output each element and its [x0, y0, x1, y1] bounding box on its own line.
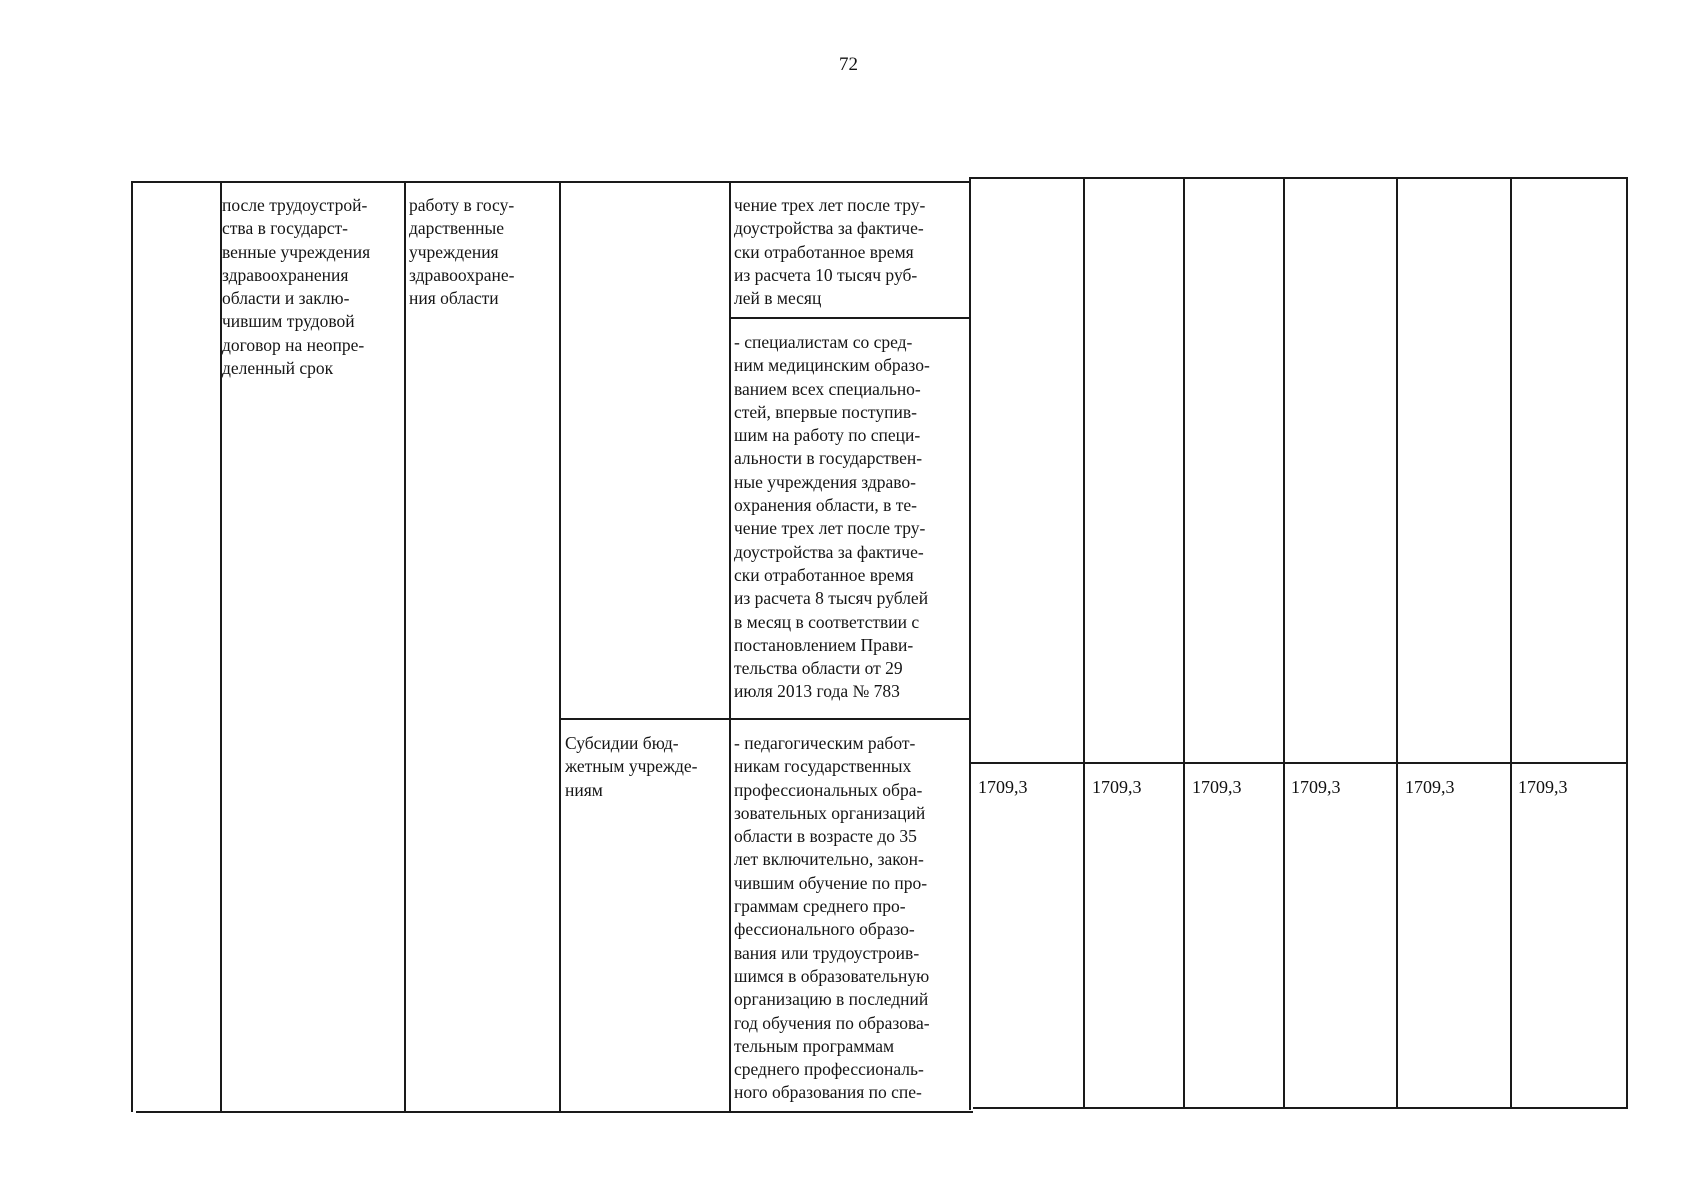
value-cell-6: 1709,3	[1518, 777, 1568, 797]
subsidy-type-cell: Субсидии бюд- жетным учрежде- ниям	[565, 733, 698, 800]
table-top-border-left	[131, 181, 970, 183]
col-border-7	[1183, 177, 1185, 1109]
col-border-4	[729, 181, 731, 1112]
description-cell-1: чение трех лет после тру- доустройства за фактиче- ски отработанное время из расчета 10 тысяч руб- лей в месяц	[734, 195, 926, 309]
value-cell-5: 1709,3	[1405, 777, 1455, 797]
row2-bottom-border	[561, 718, 970, 720]
col-border-10	[1510, 177, 1512, 1109]
value-cell-3: 1709,3	[1192, 777, 1242, 797]
institution-cell: работу в госу- дарственные учреждения здравоохране- ния области	[409, 195, 515, 309]
col-border-9	[1396, 177, 1398, 1109]
table-top-border-right	[970, 177, 1627, 179]
row1-bottom-border	[729, 317, 970, 319]
page-number: 72	[839, 54, 858, 75]
description-cell-2: - специалистам со сред- ним медицинским образо- ванием всех специально- стей, впервые поступив- шим на работу по специ- альности в государствен- ные учреждения здраво- охранения области, в те- чение трех лет после тру- доустройства за фактиче- ски отработанное время из расчета 8 тысяч рублей в месяц в соответствии с постановлением Прави- тельства области от 29 июля 2013 года № 783	[734, 332, 930, 702]
value-cell-4: 1709,3	[1291, 777, 1341, 797]
col-border-0	[131, 181, 133, 1112]
description-cell-3: - педагогическим работ- никам государственных профессиональных обра- зовательных организаций области в возрасте до 35 лет включительно, закон- чившим обучение по про- граммам среднего про- фессионального образо- вания или трудоустроив- шимся в образовательную организацию в последний год обучения по образова- тельным программам среднего профессиональ- ного образования по спе-	[734, 733, 930, 1103]
table-bottom-border-right	[973, 1107, 1627, 1109]
col-border-2	[404, 181, 406, 1112]
col-border-6	[1083, 177, 1085, 1109]
value-cell-1: 1709,3	[978, 777, 1028, 797]
value-cell-2: 1709,3	[1092, 777, 1142, 797]
recipient-condition-cell: после трудоустрой- ства в государст- венные учреждения здравоохранения области и заклю- чившим трудовой договор на неопре- деленный срок	[222, 195, 371, 379]
values-row-top-border	[970, 762, 1627, 764]
col-border-8	[1283, 177, 1285, 1109]
table-bottom-border-left	[136, 1111, 973, 1113]
col-border-3	[559, 181, 561, 1112]
col-border-11	[1626, 177, 1628, 1109]
